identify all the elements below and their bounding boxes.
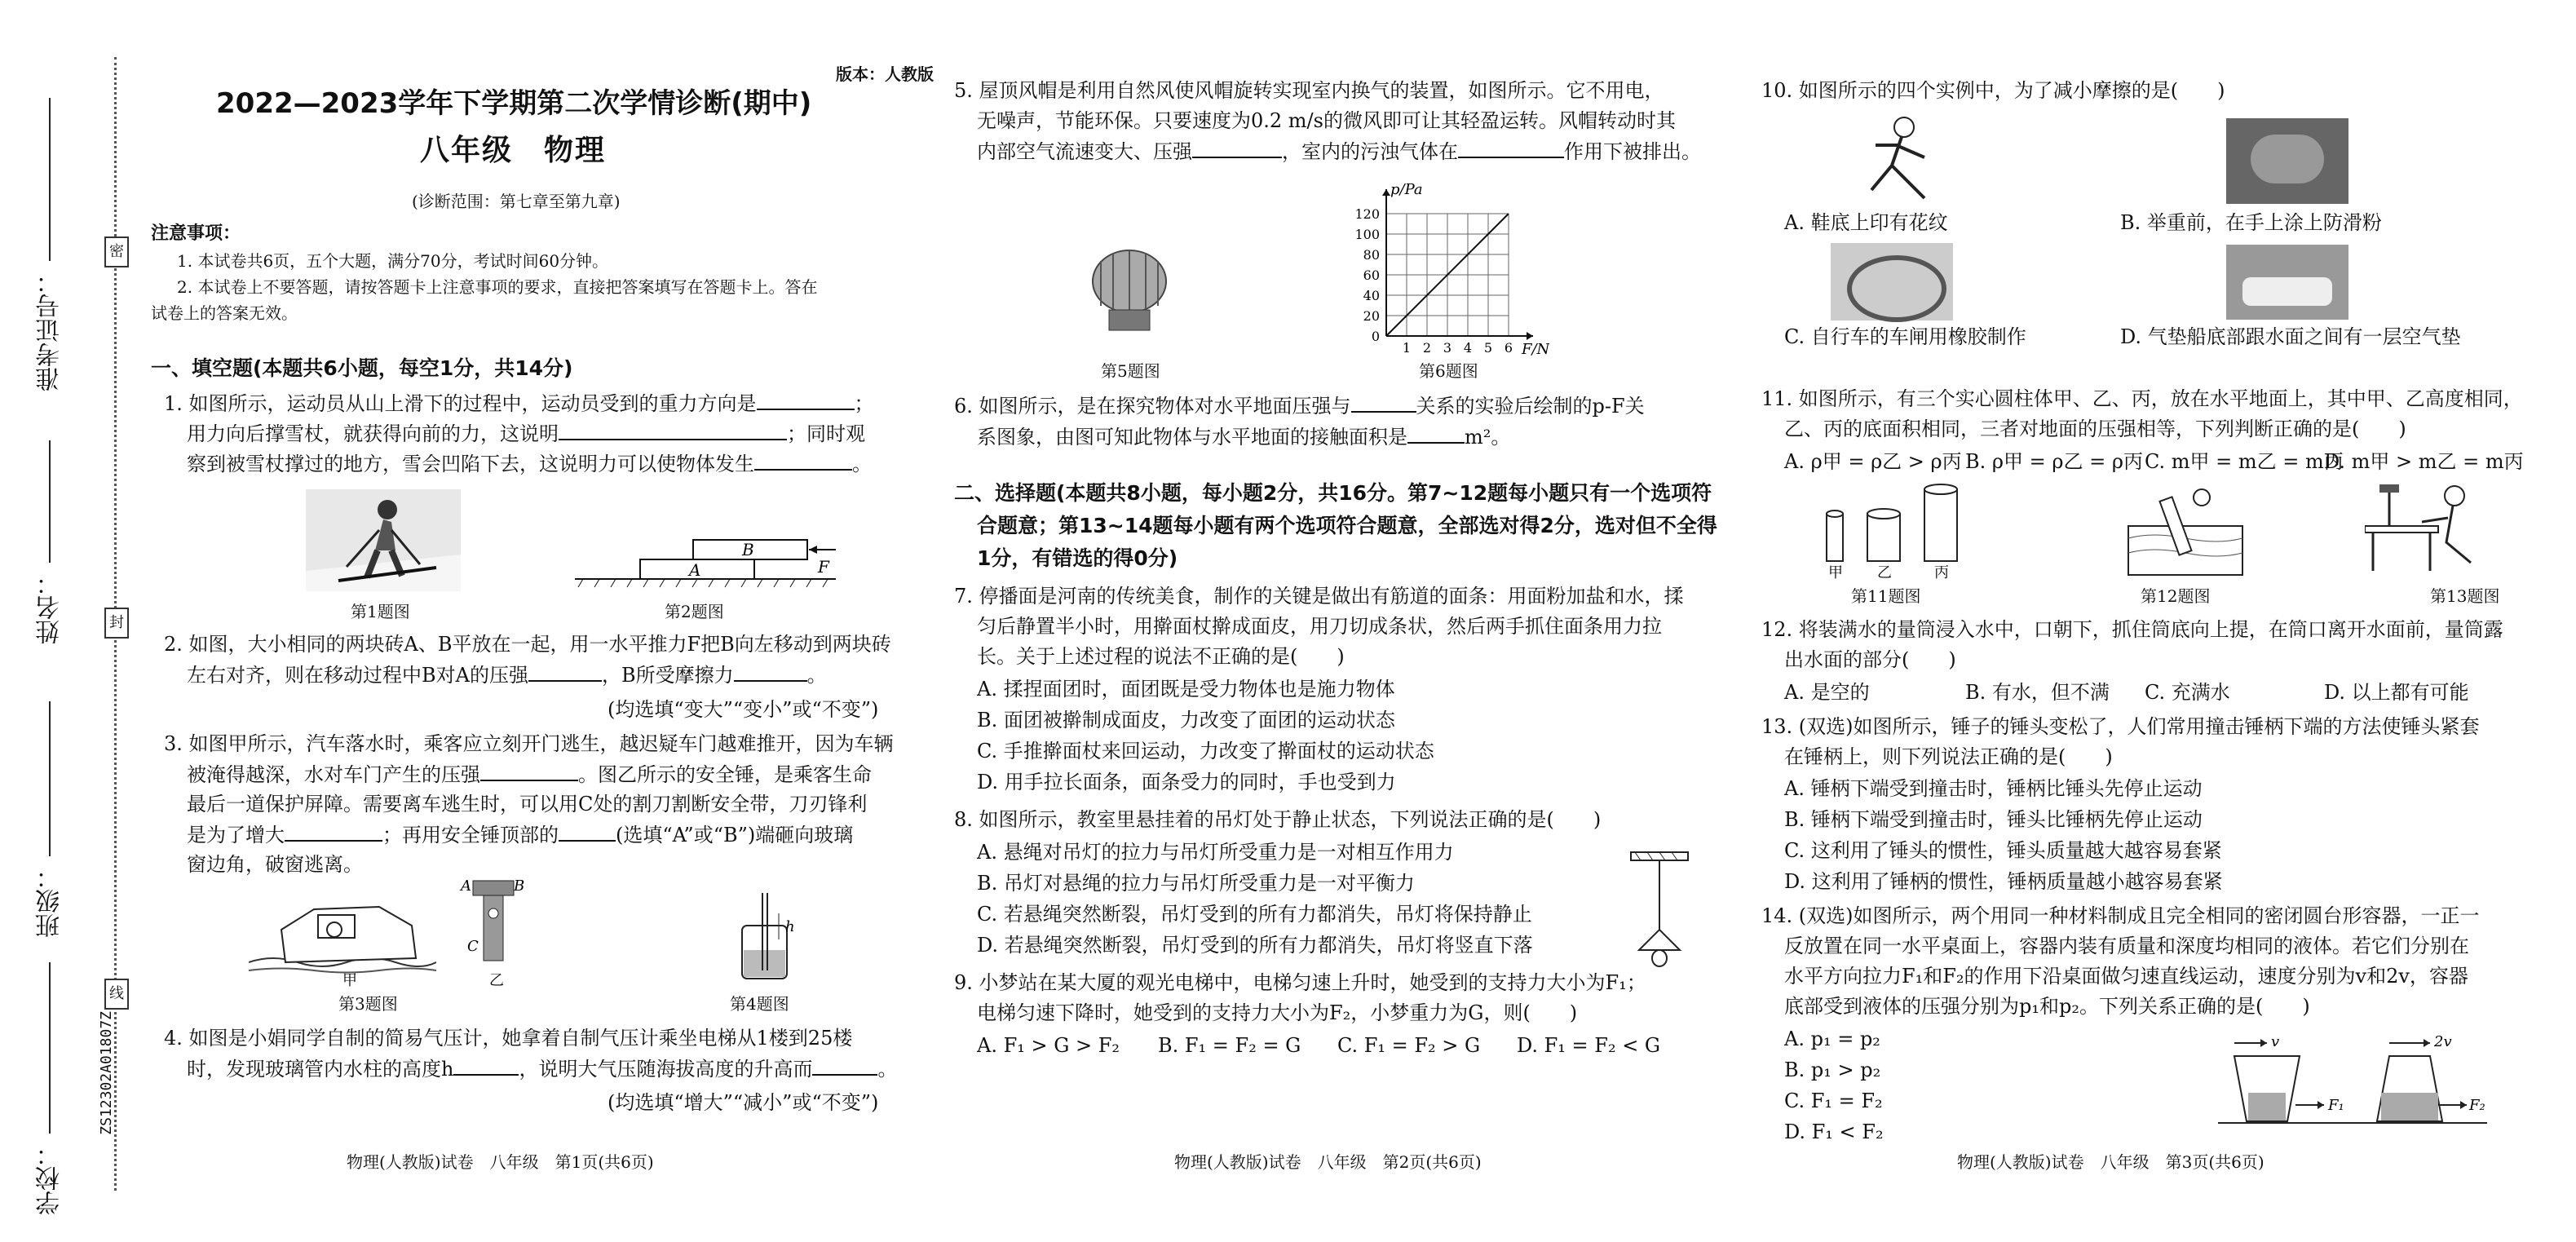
q9-option-d: D. F₁ = F₂ < G xyxy=(1517,1034,1661,1057)
q3-line-2: 被淹得越深，水对车门产生的压强 。图乙所示的安全锤，是乘客生命 xyxy=(187,763,872,786)
q6-line-1: 6. 如图所示，是在探究物体对水平地面压强与 关系的实验后绘制的p-F关 xyxy=(954,395,1645,418)
q7-option-b: B. 面团被擀制成面皮，力改变了面团的运动状态 xyxy=(977,709,1395,731)
y-tick-label: 100 xyxy=(1354,227,1380,242)
footer-page-1: 物理(人教版)试卷 八年级 第1页(共6页) xyxy=(347,1152,654,1172)
q11-option-d: D. m甲 > m乙 = m丙 xyxy=(2324,450,2524,473)
q8-line-1: 8. 如图所示，教室里悬挂着的吊灯处于静止状态，下列说法正确的是( ) xyxy=(954,808,1602,831)
q3-line-3: 最后一道保护屏障。需要离车逃生时，可以用C处的割刀割断安全带，刀刃锋利 xyxy=(187,793,868,815)
q5-line-3: 内部空气流速变大、压强 ，室内的污浊气体在 作用下被排出。 xyxy=(977,140,1701,163)
x-tick-label: 4 xyxy=(1463,340,1473,356)
fig1-caption: 第1题图 xyxy=(351,602,410,621)
name-label: 姓名： xyxy=(36,571,64,644)
weightlifter-photo xyxy=(2226,118,2348,204)
cylinder-label-yi: 乙 xyxy=(1877,564,1892,579)
exam-scope: (诊断范围：第七章至第九章) xyxy=(412,192,621,211)
x-tick-label: 6 xyxy=(1504,340,1513,356)
section-2-line-2: 合题意；第13~14题每小题有两个选项符合题意，全部选对得2分，选对但不全得 xyxy=(977,514,1717,537)
page-2 xyxy=(954,0,1725,1242)
y-tick-label: 120 xyxy=(1354,206,1380,222)
q12-line-2: 出水面的部分( ) xyxy=(1784,648,1956,671)
footer-page-3: 物理(人教版)试卷 八年级 第3页(共6页) xyxy=(1957,1152,2264,1172)
q2-line-1: 2. 如图，大小相同的两块砖A、B平放在一起，用一水平推力F把B向左移动到两块砖 xyxy=(164,633,891,656)
seal-feng: 封 xyxy=(104,608,129,639)
section-2-line-1: 二、选择题(本题共8小题，每小题2分，共16分。第7~12题每小题只有一个选项符 xyxy=(954,481,1712,505)
fig6-caption: 第6题图 xyxy=(1419,361,1478,381)
barometer-label-h: h xyxy=(785,918,795,935)
fig3-caption: 第3题图 xyxy=(338,994,398,1014)
q6-line-2: 系图象，由图可知此物体与水平地面的接触面积是 m²。 xyxy=(977,426,1511,449)
q7-option-a: A. 揉捏面团时，面团既是受力物体也是施力物体 xyxy=(977,678,1395,701)
x-tick-label: 5 xyxy=(1483,340,1493,356)
q14-line-4: 底部受到液体的压强分别为p₁和p₂。下列关系正确的是( ) xyxy=(1784,995,2310,1018)
q10-option-b: B. 举重前，在手上涂上防滑粉 xyxy=(2120,211,2382,234)
fig13-caption: 第13题图 xyxy=(2430,586,2500,606)
p-f-graph xyxy=(1337,179,1549,359)
fig5-caption: 第5题图 xyxy=(1101,361,1160,381)
x-tick-label: 3 xyxy=(1443,340,1452,356)
q12-line-1: 12. 将装满水的量筒浸入水中，口朝下，抓住筒底向上提，在筒口离开水面前，量筒露 xyxy=(1761,618,2503,641)
q14-option-a: A. p₁ = p₂ xyxy=(1784,1028,1880,1050)
roof-ventilator-photo xyxy=(1076,245,1182,334)
q8-option-c: C. 若悬绳突然断裂，吊灯受到的所有力都消失，吊灯将保持静止 xyxy=(977,903,1532,926)
notice-heading: 注意事项： xyxy=(151,223,241,244)
force-f1-label: F₁ xyxy=(2328,1097,2344,1114)
q12-option-d: D. 以上都有可能 xyxy=(2324,681,2469,704)
q8-option-d: D. 若悬绳突然断裂，吊灯受到的所有力都消失，吊灯将竖直下落 xyxy=(977,934,1533,957)
q14-line-1: 14. (双选)如图所示，两个用同一种材料制成且完全相同的密闭圆台形容器，一正一 xyxy=(1761,904,2480,927)
q2-hint: (均选填“变大”“变小”或“不变”) xyxy=(608,698,879,721)
containers-diagram xyxy=(2218,1032,2495,1138)
hammer-label-b: B xyxy=(514,877,525,895)
velocity-v-label: v xyxy=(2271,1033,2280,1050)
q12-option-c: C. 充满水 xyxy=(2145,681,2230,704)
y-tick-label: 20 xyxy=(1363,308,1380,324)
q7-option-c: C. 手推擀面杖来回运动，力改变了擀面杖的运动状态 xyxy=(977,740,1434,762)
binding-margin xyxy=(0,0,147,1242)
exam-id-label: 准考证号： xyxy=(36,269,64,391)
q13-option-a: A. 锤柄下端受到撞击时，锤柄比锤头先停止运动 xyxy=(1784,777,2203,800)
q4-hint: (均选填“增大”“减小”或“不变”) xyxy=(608,1091,879,1114)
q7-line-2: 匀后静置半小时，用擀面杖擀成面皮，用刀切成条状，然后两手抓住面条用力拉 xyxy=(977,615,1662,638)
q11-option-c: C. m甲 = m乙 = m丙 xyxy=(2145,450,2344,473)
fig4-caption: 第4题图 xyxy=(730,994,789,1014)
velocity-2v-label: 2v xyxy=(2434,1033,2452,1050)
y-tick-label: 40 xyxy=(1363,288,1380,303)
y-tick-label: 60 xyxy=(1363,267,1380,283)
q2-line-2: 左右对齐，则在移动过程中B对A的压强 ，B所受摩擦力 。 xyxy=(187,664,827,687)
q13-option-b: B. 锤柄下端受到撞击时，锤头比锤柄先停止运动 xyxy=(1784,808,2203,831)
q13-option-c: C. 这利用了锤头的惯性，锤头质量越大越容易套紧 xyxy=(1784,839,2222,862)
measuring-cylinder-drawing xyxy=(2120,481,2251,579)
exam-subtitle: 八年级 物理 xyxy=(420,134,607,167)
section-1-heading: 一、填空题(本题共6小题，每空1分，共14分) xyxy=(151,356,573,380)
fig2-caption: 第2题图 xyxy=(665,602,724,621)
class-label: 班级： xyxy=(36,864,64,938)
hammer-label-c: C xyxy=(467,938,479,955)
fig11-caption: 第11题图 xyxy=(1851,586,1921,606)
q7-line-1: 7. 停播面是河南的传统美食，制作的关键是做出有筋道的面条：用面粉加盐和水，揉 xyxy=(954,585,1684,608)
car-in-water-drawing xyxy=(249,889,436,987)
brick-a-label: A xyxy=(689,560,701,580)
seal-xian: 线 xyxy=(104,979,129,1010)
page-3 xyxy=(1761,0,2532,1242)
q4-line-1: 4. 如图是小娟同学自制的简易气压计，她拿着自制气压计乘坐电梯从1楼到25楼 xyxy=(164,1027,853,1050)
cylinders-drawing xyxy=(1818,481,1982,579)
section-2-line-3: 1分，有错选的得0分) xyxy=(977,546,1178,570)
force-f2-label: F₂ xyxy=(2469,1097,2485,1114)
q3-line-4: 是为了增大 ；再用安全锤顶部的 (选填“A”或“B”)端砸向玻璃 xyxy=(187,824,854,846)
q10-option-a: A. 鞋底上印有花纹 xyxy=(1784,211,1948,234)
seal-mi: 密 xyxy=(104,236,129,267)
force-f-label: F xyxy=(818,557,829,577)
exam-id-line xyxy=(49,98,51,261)
barometer-drawing xyxy=(722,889,820,983)
q12-option-a: A. 是空的 xyxy=(1784,681,1870,704)
q11-option-a: A. ρ甲 = ρ乙 > ρ丙 xyxy=(1784,450,1962,473)
fig12-caption: 第12题图 xyxy=(2141,586,2211,606)
q1-line-3: 察到被雪杖撑过的地方，雪会凹陷下去，这说明力可以使物体发生 。 xyxy=(187,453,872,475)
ceiling-lamp-drawing xyxy=(1623,848,1696,979)
school-label: 学校： xyxy=(36,1142,64,1215)
edition-label: 版本：人教版 xyxy=(836,64,934,84)
x-tick-label: 1 xyxy=(1402,340,1412,356)
exam-title: 2022—2023学年下学期第二次学情诊断(期中) xyxy=(216,87,812,120)
q5-line-2: 无噪声，节能环保。只要速度为0.2 m/s的微风即可让其轻盈运转。风帽转动时其 xyxy=(977,109,1676,132)
brick-b-label: B xyxy=(742,540,754,559)
q11-option-b: B. ρ甲 = ρ乙 = ρ丙 xyxy=(1965,450,2143,473)
name-line xyxy=(49,440,51,563)
cylinder-label-bing: 丙 xyxy=(1934,564,1949,579)
q14-option-d: D. F₁ < F₂ xyxy=(1784,1120,1884,1143)
x-axis-label: F/N xyxy=(1522,341,1549,358)
skier-photo xyxy=(306,489,461,591)
q12-option-b: B. 有水，但不满 xyxy=(1965,681,2110,704)
q7-option-d: D. 用手拉长面条，面条受力的同时，手也受到力 xyxy=(977,771,1396,793)
q1-line-2: 用力向后撑雪杖，就获得向前的力，这说明 ；同时观 xyxy=(187,422,865,445)
bicycle-brake-photo xyxy=(1831,243,1953,320)
hammer-label-yi: 乙 xyxy=(489,972,504,989)
hovercraft-photo xyxy=(2226,245,2348,320)
q10-line-1: 10. 如图所示的四个实例中，为了减小摩擦的是( ) xyxy=(1761,79,2225,102)
runner-drawing xyxy=(1827,113,1957,202)
car-label-jia: 甲 xyxy=(342,972,357,987)
q10-option-d: D. 气垫船底部跟水面之间有一层空气垫 xyxy=(2120,325,2461,348)
page-1 xyxy=(151,0,934,1242)
cylinder-label-jia: 甲 xyxy=(1828,564,1843,579)
q10-option-c: C. 自行车的车闸用橡胶制作 xyxy=(1784,325,2026,348)
x-tick-label: 2 xyxy=(1422,340,1432,356)
q11-line-2: 乙、丙的底面积相同，三者对地面的压强相等，下列判断正确的是( ) xyxy=(1784,418,2406,440)
notice-line-2: 2. 本试卷上不要答题，请按答题卡上注意事项的要求，直接把答案填写在答题卡上。答在 xyxy=(177,277,818,297)
q14-option-b: B. p₁ > p₂ xyxy=(1784,1059,1881,1081)
q11-line-1: 11. 如图所示，有三个实心圆柱体甲、乙、丙，放在水平地面上，其中甲、乙高度相同， xyxy=(1761,387,2523,410)
q9-line-2: 电梯匀速下降时，她受到的支持力大小为F₂，小梦重力为G，则( ) xyxy=(977,1001,1578,1024)
q14-option-c: C. F₁ = F₂ xyxy=(1784,1090,1883,1112)
serial-number: ZS12302A01807Z xyxy=(98,1011,115,1135)
bricks-diagram xyxy=(575,522,836,595)
q8-option-b: B. 吊灯对悬绳的拉力与吊灯所受重力是一对平衡力 xyxy=(977,872,1415,895)
q9-option-a: A. F₁ > G > F₂ xyxy=(977,1034,1120,1057)
q9-line-1: 9. 小梦站在某大厦的观光电梯中，电梯匀速上升时，她受到的支持力大小为F₁； xyxy=(954,971,1646,994)
y-tick-label: 80 xyxy=(1363,247,1380,263)
class-line xyxy=(49,701,51,856)
safety-hammer-drawing xyxy=(453,873,534,995)
footer-page-2: 物理(人教版)试卷 八年级 第2页(共6页) xyxy=(1174,1152,1482,1172)
hammer-striking-drawing xyxy=(2365,473,2487,579)
q14-line-3: 水平方向拉力F₁和F₂的作用下沿桌面做匀速直线运动，速度分别为v和2v，容器 xyxy=(1784,965,2468,988)
y-axis-label: p/Pa xyxy=(1390,181,1423,198)
notice-line-1: 1. 本试卷共6页，五个大题，满分70分，考试时间60分钟。 xyxy=(177,251,609,271)
q8-option-a: A. 悬绳对吊灯的拉力与吊灯所受重力是一对相互作用力 xyxy=(977,841,1454,864)
q7-line-3: 长。关于上述过程的说法不正确的是( ) xyxy=(977,645,1345,668)
q5-line-1: 5. 屋顶风帽是利用自然风使风帽旋转实现室内换气的装置，如图所示。它不用电， xyxy=(954,79,1664,102)
hammer-label-a: A xyxy=(461,877,471,895)
school-line xyxy=(49,962,51,1134)
q13-line-2: 在锤柄上，则下列说法正确的是( ) xyxy=(1784,745,2113,768)
q4-line-2: 时，发现玻璃管内水柱的高度h ，说明大气压随海拔高度的升高而 。 xyxy=(187,1058,898,1081)
q14-line-2: 反放置在同一水平桌面上，容器内装有质量和深度均相同的液体。若它们分别在 xyxy=(1784,935,2469,957)
q13-line-1: 13. (双选)如图所示，锤子的锤头变松了，人们常用撞击锤柄下端的方法使锤头紧套 xyxy=(1761,715,2480,738)
q9-option-b: B. F₁ = F₂ = G xyxy=(1158,1034,1301,1057)
notice-line-3: 试卷上的答案无效。 xyxy=(151,303,298,323)
q3-line-5: 窗边角，破窗逃离。 xyxy=(187,853,363,876)
q3-line-1: 3. 如图甲所示，汽车落水时，乘客应立刻开门逃生，越迟疑车门越难推开，因为车辆 xyxy=(164,732,894,755)
q1-line-1: 1. 如图所示，运动员从山上滑下的过程中，运动员受到的重力方向是 ； xyxy=(164,392,874,415)
q13-option-d: D. 这利用了锤柄的惯性，锤柄质量越小越容易套紧 xyxy=(1784,870,2223,893)
y-tick-label: 0 xyxy=(1371,329,1380,344)
q9-option-c: C. F₁ = F₂ > G xyxy=(1337,1034,1481,1057)
